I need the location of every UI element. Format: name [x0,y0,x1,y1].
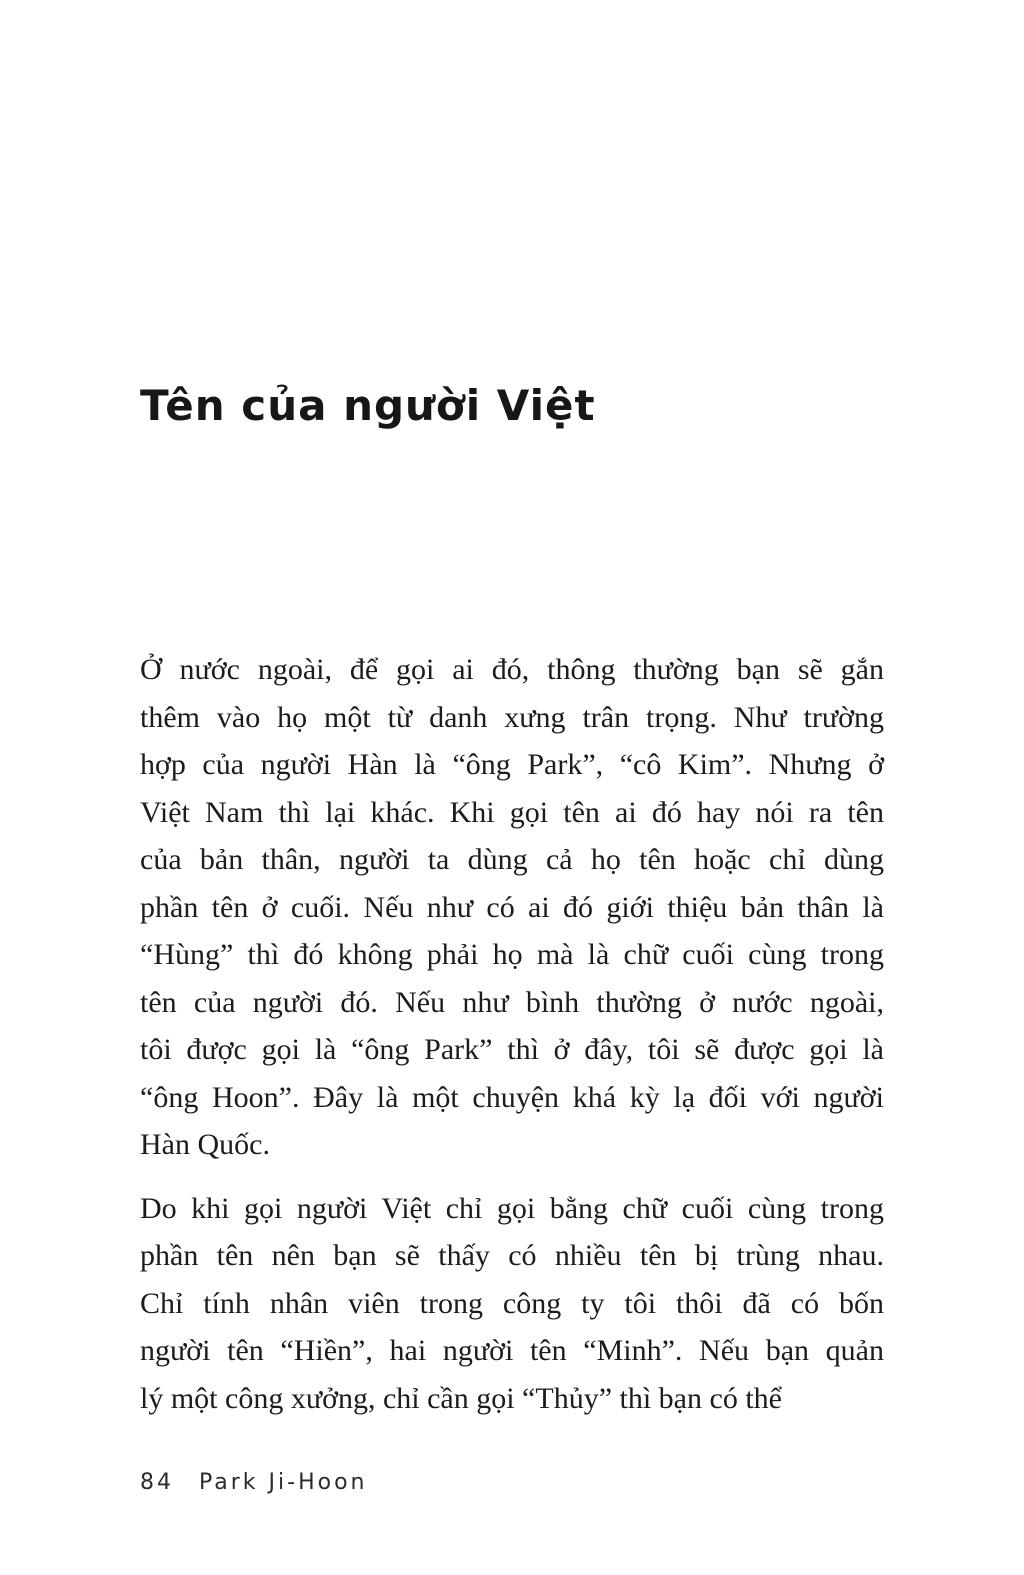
text-line: Hàn Quốc. [140,1128,270,1161]
page-number: 84 [140,1470,174,1495]
text-line: của bản thân, người ta dùng cả họ tên hoặc chỉ dùng [140,843,884,876]
paragraph-2 [140,1185,884,1423]
text-line: Việt Nam thì lại khác. Khi gọi tên ai đó hay nói ra tên [140,795,884,829]
text-line: tôi được gọi là “ông Park” thì ở đây, tôi sẽ được gọi là [140,1033,884,1066]
text-line: thêm vào họ một từ danh xưng trân trọng. Như trường [140,700,884,734]
text-line: phần tên nên bạn sẽ thấy có nhiều tên bị trùng nhau. [140,1239,884,1272]
author-name: Park Ji-Hoon [199,1470,368,1495]
text-line: Ở nước ngoài, để gọi ai đó, thông thường bạn sẽ gắn [140,653,884,686]
text-line: hợp của người Hàn là “ông Park”, “cô Kim”. Nhưng ở [140,748,884,781]
text-line: Chỉ tính nhân viên trong công ty tôi thôi đã có bốn [140,1286,884,1320]
text-line: tên của người đó. Nếu như bình thường ở nước ngoài, [140,985,884,1019]
body-text [140,646,884,1422]
paragraph-1 [140,646,884,1169]
page-footer [140,1468,367,1498]
text-line: “ông Hoon”. Đây là một chuyện khá kỳ lạ đối với người [140,1080,884,1114]
text-line: phần tên ở cuối. Nếu như có ai đó giới thiệu bản thân là [140,890,884,924]
text-line: người tên “Hiền”, hai người tên “Minh”. Nếu bạn quản [140,1334,884,1367]
text-line: Do khi gọi người Việt chỉ gọi bằng chữ cuối cùng trong [140,1191,884,1225]
text-line: lý một công xưởng, chỉ cần gọi “Thủy” thì bạn có thể [140,1381,782,1415]
text-line: “Hùng” thì đó không phải họ mà là chữ cuối cùng trong [140,938,884,971]
chapter-title: Tên của người Việt [140,381,596,431]
